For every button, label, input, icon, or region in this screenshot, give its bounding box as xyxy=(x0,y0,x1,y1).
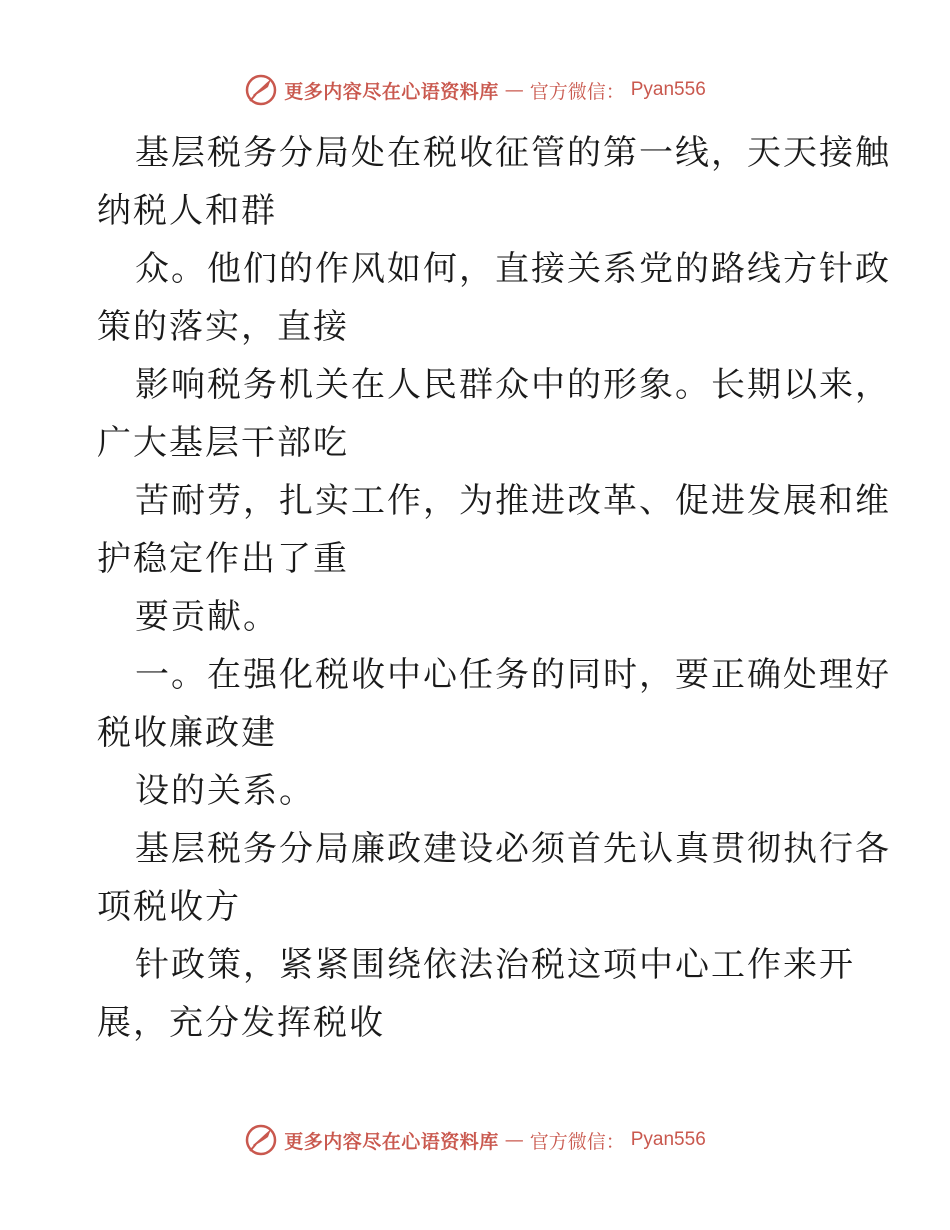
text-line: 护稳定作出了重 xyxy=(97,539,349,579)
watermark-dash: — xyxy=(504,1129,524,1151)
text-line: 税收廉政建 xyxy=(97,713,277,753)
watermark-wechat-id: Pyan556 xyxy=(630,79,706,100)
text-line: 基层税务分局处在税收征管的第一线，天天接触 xyxy=(135,133,891,173)
text-line: 项税收方 xyxy=(97,887,241,927)
text-line: 基层税务分局廉政建设必须首先认真贯彻执行各 xyxy=(135,829,891,869)
text-line: 广大基层干部吃 xyxy=(97,423,349,463)
text-line: 苦耐劳，扎实工作，为推进改革、促进发展和维 xyxy=(135,481,891,521)
document-body xyxy=(97,124,891,1052)
watermark-wechat-id: Pyan556 xyxy=(630,1129,706,1150)
text-line: 纳税人和群 xyxy=(97,191,277,231)
quill-logo-icon xyxy=(244,1123,278,1157)
text-line: 展，充分发挥税收 xyxy=(97,1003,385,1043)
text-line: 影响税务机关在人民群众中的形象。长期以来， xyxy=(135,365,891,405)
watermark-wechat-label: 官方微信： xyxy=(529,80,625,103)
text-line: 众。他们的作风如何，直接关系党的路线方针政 xyxy=(135,249,891,289)
text-line: 要贡献。 xyxy=(135,597,279,637)
watermark-main-text: 更多内容尽在心语资料库 xyxy=(284,80,499,103)
footer-watermark xyxy=(0,1120,950,1160)
quill-logo-icon xyxy=(244,73,278,107)
header-watermark xyxy=(0,70,950,110)
text-line: 设的关系。 xyxy=(135,771,315,811)
watermark-main-text: 更多内容尽在心语资料库 xyxy=(284,1130,499,1153)
text-line: 针政策，紧紧围绕依法治税这项中心工作来开 xyxy=(135,945,855,985)
text-line: 一。在强化税收中心任务的同时，要正确处理好 xyxy=(135,655,891,695)
watermark-dash: — xyxy=(504,79,524,101)
text-line: 策的落实，直接 xyxy=(97,307,349,347)
watermark-wechat-label: 官方微信： xyxy=(529,1130,625,1153)
